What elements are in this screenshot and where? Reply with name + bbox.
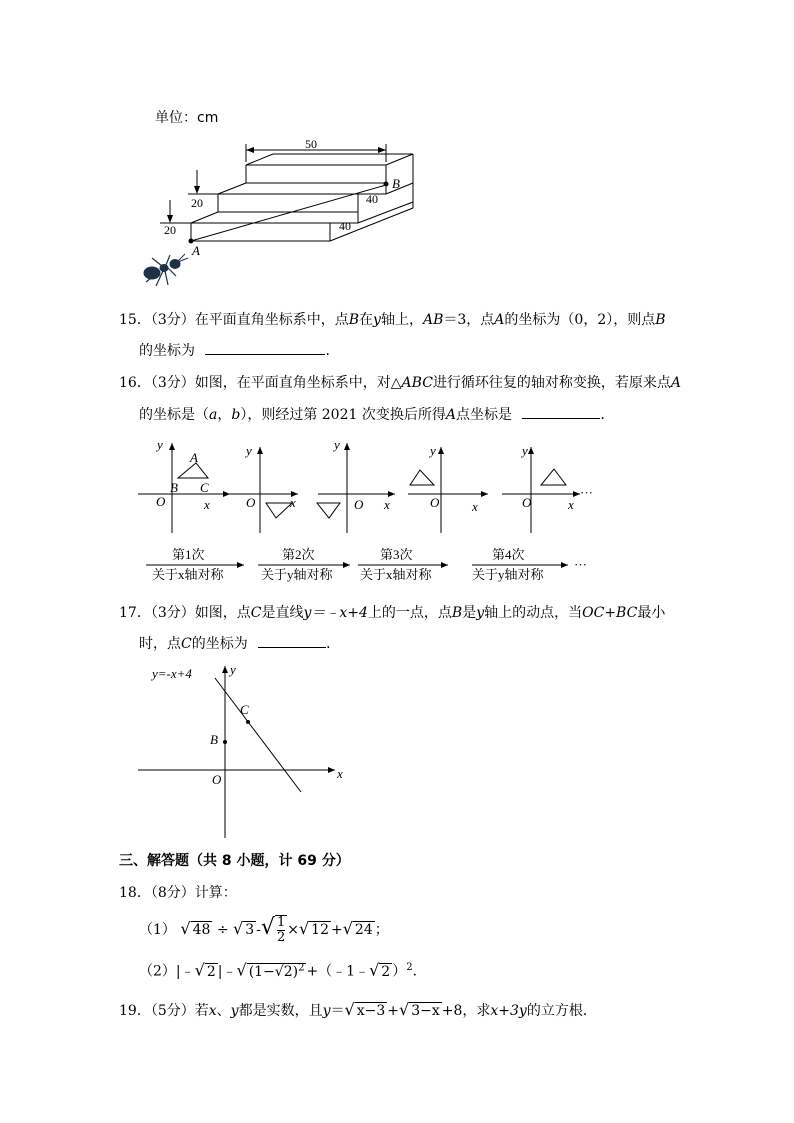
point-b-label: B [392, 176, 400, 191]
p3-o-label: O [354, 497, 364, 512]
p5-o-label: O [522, 495, 532, 510]
line-equation-label: y=-x+4 [152, 666, 192, 681]
staircase-figure [130, 130, 430, 295]
ant-icon [144, 254, 188, 286]
q19-line1: 19．（5分）若x、y都是实数，且y＝√ x−3 +√ 3−x +8，求x+3y的立方根． [119, 1000, 597, 1019]
p4-x-label: x [472, 499, 478, 514]
p1-c-label: C [200, 480, 209, 495]
step4-bottom: 关于y轴对称 [472, 567, 544, 582]
p5-dots: ··· [580, 485, 593, 500]
p5-y-label: y [522, 443, 528, 458]
dim-20-upper: 20 [191, 196, 203, 210]
dim-20-lower: 20 [164, 223, 176, 237]
q17-c-label: C [240, 702, 249, 717]
q16-line2: 的坐标是（a，b），则经过第 2021 次变换后所得A点坐标是 ． [139, 404, 614, 425]
step1-top: 第1次 [172, 547, 205, 562]
q17-x-label: x [337, 766, 343, 781]
q17-answer-blank[interactable] [258, 633, 326, 648]
step1-bottom: 关于x轴对称 [152, 567, 224, 582]
dim-40-upper: 40 [366, 192, 378, 206]
step2-bottom: 关于y轴对称 [261, 567, 333, 582]
dim-40-lower: 40 [339, 219, 351, 233]
q17-y-label: y [230, 662, 236, 677]
step4-top: 第4次 [492, 547, 525, 562]
q15-line1: 15．（3分）在平面直角坐标系中，点B在y轴上，AB＝3，点A的坐标为（0，2），则点B [119, 312, 666, 328]
q18-line1: 18．（8分）计算： [119, 885, 237, 901]
q16-answer-blank[interactable] [522, 404, 600, 419]
p4-y-label: y [430, 443, 436, 458]
p3-y-label: y [334, 437, 340, 452]
q17-o-label: O [212, 772, 222, 787]
q18-part1: （1） √ 48 ÷ √ 3 -√ $\frac{1}{2}$ ×√ 12 +√ 24 ； [139, 915, 389, 945]
dim-50: 50 [305, 137, 317, 151]
q16-transform-figure [130, 435, 610, 590]
point-a-label: A [192, 243, 200, 258]
section-3-title: 三、解答题（共 8 小题，计 69 分） [119, 853, 350, 869]
q15-line2: 的坐标为 ． [139, 340, 339, 361]
step3-bottom: 关于x轴对称 [360, 567, 432, 582]
p2-x-label: x [290, 495, 296, 510]
p1-o-label: O [156, 494, 166, 509]
q17-line-figure [130, 660, 350, 840]
step2-top: 第2次 [282, 547, 315, 562]
p3-x-label: x [384, 497, 390, 512]
step3-top: 第3次 [380, 547, 413, 562]
p2-y-label: y [246, 443, 252, 458]
p1-x-label: x [204, 497, 210, 512]
q17-line1: 17．（3分）如图，点C是直线y＝﹣x+4上的一点，点B是y轴上的动点，当OC+BC最小 [119, 605, 666, 621]
q17-line2: 时，点C的坐标为 ． [139, 633, 340, 654]
step-dots: ··· [574, 557, 587, 572]
q17-b-label: B [210, 732, 218, 747]
p1-b-label: B [170, 480, 178, 495]
q16-line1: 16．（3分）如图，在平面直角坐标系中，对△ABC进行循环往复的轴对称变换，若原来点A [119, 375, 682, 391]
q18-part2: （2）|﹣√ 2 |﹣√ $(1-√2)^2$ +（﹣1﹣√ 2 ）$^2$． [139, 960, 427, 980]
unit-label: 单位：cm [155, 110, 219, 126]
p2-o-label: O [246, 495, 256, 510]
p5-x-label: x [568, 497, 574, 512]
p1-a-label: A [190, 450, 198, 465]
q15-answer-blank[interactable] [205, 340, 325, 355]
p1-y-label: y [157, 437, 163, 452]
p4-o-label: O [430, 495, 440, 510]
